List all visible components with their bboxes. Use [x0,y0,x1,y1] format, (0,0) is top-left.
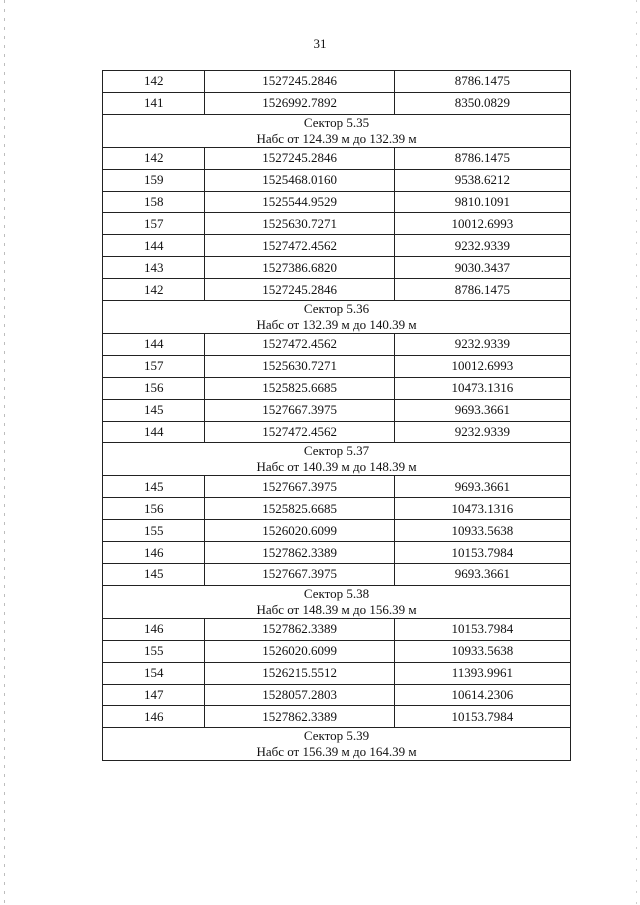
table-row [103,355,571,377]
table-row [103,213,571,235]
sector-header-row [103,114,571,147]
table-row [103,71,571,93]
sector-height-range: Набс от 148.39 м до 156.39 м [256,601,417,617]
x-coordinate-cell: 1527245.2846 [205,147,394,169]
y-coordinate-cell: 10933.5638 [394,640,570,662]
y-coordinate-cell: 10473.1316 [394,377,570,399]
table-row [103,476,571,498]
point-number-cell: 144 [103,334,205,356]
y-coordinate-cell: 8786.1475 [394,147,570,169]
sector-header [103,443,571,476]
coordinates-table-body [103,71,571,761]
x-coordinate-cell: 1527862.3389 [205,706,394,728]
y-coordinate-cell: 9232.9339 [394,235,570,257]
y-coordinate-cell: 10933.5638 [394,520,570,542]
x-coordinate-cell: 1527667.3975 [205,476,394,498]
point-number-cell: 158 [103,191,205,213]
table-row [103,662,571,684]
y-coordinate-cell: 10012.6993 [394,355,570,377]
point-number-cell: 142 [103,147,205,169]
table-row [103,564,571,586]
x-coordinate-cell: 1525544.9529 [205,191,394,213]
x-coordinate-cell: 1525468.0160 [205,169,394,191]
point-number-cell: 144 [103,421,205,443]
point-number-cell: 145 [103,476,205,498]
x-coordinate-cell: 1527667.3975 [205,399,394,421]
point-number-cell: 142 [103,71,205,93]
point-number-cell: 154 [103,662,205,684]
x-coordinate-cell: 1527862.3389 [205,542,394,564]
sector-title: Сектор 5.35 [303,114,370,130]
y-coordinate-cell: 10614.2306 [394,684,570,706]
point-number-cell: 157 [103,213,205,235]
table-row [103,421,571,443]
table-row [103,542,571,564]
y-coordinate-cell: 11393.9961 [394,662,570,684]
table-row [103,706,571,728]
table-row [103,92,571,114]
point-number-cell: 156 [103,377,205,399]
table-row [103,169,571,191]
y-coordinate-cell: 9693.3661 [394,476,570,498]
table-row [103,334,571,356]
y-coordinate-cell: 8786.1475 [394,71,570,93]
point-number-cell: 145 [103,399,205,421]
y-coordinate-cell: 8350.0829 [394,92,570,114]
x-coordinate-cell: 1527472.4562 [205,334,394,356]
point-number-cell: 146 [103,706,205,728]
sector-height-range: Набс от 156.39 м до 164.39 м [256,744,417,760]
table-row [103,520,571,542]
sector-header [103,728,571,761]
table-row [103,618,571,640]
point-number-cell: 141 [103,92,205,114]
point-number-cell: 147 [103,684,205,706]
table-row [103,235,571,257]
table-row [103,257,571,279]
sector-title: Сектор 5.36 [303,301,370,317]
x-coordinate-cell: 1525630.7271 [205,355,394,377]
table-row [103,191,571,213]
x-coordinate-cell: 1528057.2803 [205,684,394,706]
sector-height-range: Набс от 140.39 м до 148.39 м [256,459,417,475]
scan-edge-left [4,0,5,905]
table-row [103,147,571,169]
sector-height-range: Набс от 124.39 м до 132.39 м [256,130,417,146]
point-number-cell: 159 [103,169,205,191]
x-coordinate-cell: 1526020.6099 [205,520,394,542]
page-number: 31 [313,36,327,51]
point-number-cell: 146 [103,618,205,640]
y-coordinate-cell: 9810.1091 [394,191,570,213]
sector-title: Сектор 5.37 [303,443,370,459]
sector-header [103,301,571,334]
point-number-cell: 144 [103,235,205,257]
y-coordinate-cell: 9693.3661 [394,564,570,586]
x-coordinate-cell: 1527472.4562 [205,421,394,443]
x-coordinate-cell: 1525630.7271 [205,213,394,235]
sector-header [103,585,571,618]
x-coordinate-cell: 1525825.6685 [205,377,394,399]
point-number-cell: 156 [103,498,205,520]
x-coordinate-cell: 1527245.2846 [205,71,394,93]
sector-title: Сектор 5.39 [303,728,370,744]
table-row [103,399,571,421]
point-number-cell: 142 [103,279,205,301]
table-row [103,279,571,301]
x-coordinate-cell: 1526020.6099 [205,640,394,662]
y-coordinate-cell: 9030.3437 [394,257,570,279]
x-coordinate-cell: 1527862.3389 [205,618,394,640]
point-number-cell: 145 [103,564,205,586]
sector-title: Сектор 5.38 [303,585,370,601]
table-row [103,684,571,706]
sector-header-row [103,301,571,334]
point-number-cell: 155 [103,520,205,542]
table-row [103,640,571,662]
y-coordinate-cell: 10153.7984 [394,542,570,564]
x-coordinate-cell: 1527472.4562 [205,235,394,257]
y-coordinate-cell: 10153.7984 [394,706,570,728]
y-coordinate-cell: 10153.7984 [394,618,570,640]
y-coordinate-cell: 10473.1316 [394,498,570,520]
sector-header [103,114,571,147]
y-coordinate-cell: 10012.6993 [394,213,570,235]
scan-edge-right [636,0,637,905]
point-number-cell: 146 [103,542,205,564]
sector-height-range: Набс от 132.39 м до 140.39 м [256,317,417,333]
y-coordinate-cell: 9538.6212 [394,169,570,191]
x-coordinate-cell: 1527667.3975 [205,564,394,586]
y-coordinate-cell: 9232.9339 [394,334,570,356]
point-number-cell: 155 [103,640,205,662]
point-number-cell: 143 [103,257,205,279]
y-coordinate-cell: 9693.3661 [394,399,570,421]
sector-header-row [103,585,571,618]
x-coordinate-cell: 1525825.6685 [205,498,394,520]
x-coordinate-cell: 1527245.2846 [205,279,394,301]
sector-header-row [103,728,571,761]
table-row [103,498,571,520]
y-coordinate-cell: 9232.9339 [394,421,570,443]
sector-header-row [103,443,571,476]
x-coordinate-cell: 1526215.5512 [205,662,394,684]
y-coordinate-cell: 8786.1475 [394,279,570,301]
table-row [103,377,571,399]
x-coordinate-cell: 1527386.6820 [205,257,394,279]
x-coordinate-cell: 1526992.7892 [205,92,394,114]
point-number-cell: 157 [103,355,205,377]
coordinates-table [102,70,571,761]
